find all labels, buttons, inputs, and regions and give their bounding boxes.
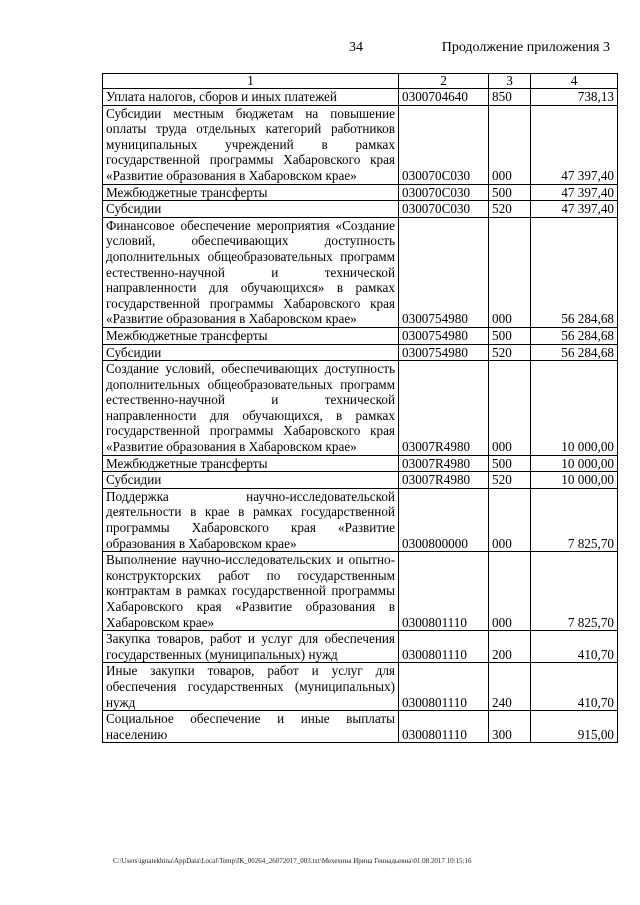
page-number: 34 xyxy=(349,40,363,55)
row-code-cell: 0300754980 xyxy=(399,327,489,344)
row-amount-cell: 10 000,00 xyxy=(531,472,618,489)
row-code-cell: 0300704640 xyxy=(399,89,489,106)
row-type-cell: 520 xyxy=(489,201,531,218)
table-row xyxy=(103,105,618,184)
table-row xyxy=(103,663,618,711)
row-type-cell: 200 xyxy=(489,631,531,663)
column-number-row xyxy=(103,74,618,89)
row-code-cell: 03007R4980 xyxy=(399,472,489,489)
table-row xyxy=(103,217,618,327)
row-name-cell: Создание условий, обеспечивающих доступность дополнительных общеобразовательных программ естественно-научной и технической направленности для обучающихся, в рамках государственной программы Хабаровского края «Развитие образования в Хабаровском крае» xyxy=(103,361,399,456)
row-code-cell: 030070С030 xyxy=(399,201,489,218)
row-type-cell: 000 xyxy=(489,217,531,327)
row-code-cell: 0300754980 xyxy=(399,344,489,361)
row-type-cell: 000 xyxy=(489,488,531,551)
row-type-cell: 500 xyxy=(489,327,531,344)
row-type-cell: 500 xyxy=(489,184,531,201)
row-amount-cell: 7 825,70 xyxy=(531,488,618,551)
row-code-cell: 0300801110 xyxy=(399,552,489,631)
row-type-cell: 000 xyxy=(489,552,531,631)
table-row xyxy=(103,472,618,489)
row-amount-cell: 738,13 xyxy=(531,89,618,106)
continuation-label: Продолжение приложения 3 xyxy=(441,40,610,55)
row-amount-cell: 10 000,00 xyxy=(531,361,618,456)
row-code-cell: 03007R4980 xyxy=(399,361,489,456)
row-amount-cell: 47 397,40 xyxy=(531,201,618,218)
column-header-4: 4 xyxy=(531,74,618,89)
row-name-cell: Закупка товаров, работ и услуг для обеспечения государственных (муниципальных) нужд xyxy=(103,631,399,663)
table-row xyxy=(103,201,618,218)
row-code-cell: 0300801110 xyxy=(399,663,489,711)
row-name-cell: Межбюджетные трансферты xyxy=(103,455,399,472)
table-row xyxy=(103,89,618,106)
table-row xyxy=(103,631,618,663)
budget-table xyxy=(102,73,618,743)
table-row xyxy=(103,552,618,631)
row-amount-cell: 56 284,68 xyxy=(531,327,618,344)
row-code-cell: 030070С030 xyxy=(399,184,489,201)
row-name-cell: Субсидии xyxy=(103,472,399,489)
column-header-3: 3 xyxy=(489,74,531,89)
column-header-1: 1 xyxy=(103,74,399,89)
row-name-cell: Межбюджетные трансферты xyxy=(103,184,399,201)
row-type-cell: 520 xyxy=(489,472,531,489)
table-row xyxy=(103,184,618,201)
table-row xyxy=(103,361,618,456)
row-name-cell: Субсидии местным бюджетам на повышение оплаты труда отдельных категорий работников муниципальных учреждений в рамках государственной программы Хабаровского края «Развитие образования в Хабаровском крае» xyxy=(103,105,399,184)
row-type-cell: 000 xyxy=(489,361,531,456)
table-row xyxy=(103,344,618,361)
row-code-cell: 0300754980 xyxy=(399,217,489,327)
row-type-cell: 240 xyxy=(489,663,531,711)
row-name-cell: Финансовое обеспечение мероприятия «Создание условий, обеспечивающих доступность дополнительных общеобразовательных программ естественно-научной и технической направленности для обучающихся» в рамках государственной программы Хабаровского края «Развитие образования в Хабаровском крае» xyxy=(103,217,399,327)
row-type-cell: 520 xyxy=(489,344,531,361)
row-name-cell: Поддержка научно-исследовательской деятельности в крае в рамках государственной программы Хабаровского края «Развитие образования в Хабаровском крае» xyxy=(103,488,399,551)
row-amount-cell: 10 000,00 xyxy=(531,455,618,472)
row-amount-cell: 915,00 xyxy=(531,711,618,743)
table-body xyxy=(103,89,618,743)
row-name-cell: Уплата налогов, сборов и иных платежей xyxy=(103,89,399,106)
footer-file-path: C:\Users\ignatekhina\AppData\Local\Temp\IK_00264_26072017_003.txt\Мехехина Ирина Геннадьевна\01.08.2017 10:15:16 xyxy=(113,857,472,865)
row-amount-cell: 47 397,40 xyxy=(531,105,618,184)
row-amount-cell: 47 397,40 xyxy=(531,184,618,201)
row-code-cell: 03007R4980 xyxy=(399,455,489,472)
row-name-cell: Межбюджетные трансферты xyxy=(103,327,399,344)
row-name-cell: Субсидии xyxy=(103,344,399,361)
row-type-cell: 000 xyxy=(489,105,531,184)
row-amount-cell: 410,70 xyxy=(531,631,618,663)
column-header-2: 2 xyxy=(399,74,489,89)
table-row xyxy=(103,488,618,551)
row-type-cell: 500 xyxy=(489,455,531,472)
row-code-cell: 030070С030 xyxy=(399,105,489,184)
table-row xyxy=(103,327,618,344)
row-amount-cell: 410,70 xyxy=(531,663,618,711)
row-name-cell: Иные закупки товаров, работ и услуг для обеспечения государственных (муниципальных) нужд xyxy=(103,663,399,711)
row-amount-cell: 7 825,70 xyxy=(531,552,618,631)
row-amount-cell: 56 284,68 xyxy=(531,217,618,327)
row-code-cell: 0300801110 xyxy=(399,631,489,663)
row-name-cell: Субсидии xyxy=(103,201,399,218)
row-amount-cell: 56 284,68 xyxy=(531,344,618,361)
row-type-cell: 850 xyxy=(489,89,531,106)
row-name-cell: Социальное обеспечение и иные выплаты населению xyxy=(103,711,399,743)
row-code-cell: 0300801110 xyxy=(399,711,489,743)
table-row xyxy=(103,711,618,743)
row-type-cell: 300 xyxy=(489,711,531,743)
row-name-cell: Выполнение научно-исследовательских и опытно-конструкторских работ по государственным контрактам в рамках государственной программы Хабаровского края «Развитие образования в Хабаровском крае» xyxy=(103,552,399,631)
row-code-cell: 0300800000 xyxy=(399,488,489,551)
table-row xyxy=(103,455,618,472)
